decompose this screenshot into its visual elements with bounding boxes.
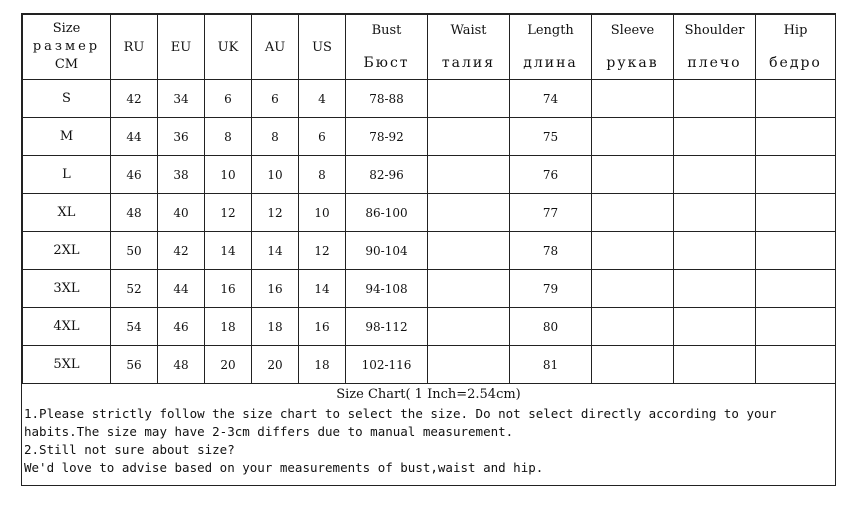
header-sleeve	[592, 15, 674, 80]
header-us: US	[299, 15, 346, 80]
cell-au: 10	[252, 156, 299, 194]
note-line-1: 1.Please strictly follow the size chart to select the size. Do not select directly according to your	[24, 406, 777, 421]
cell-bust: 98-112	[346, 308, 428, 346]
cell-us: 10	[299, 194, 346, 232]
cell-uk: 18	[205, 308, 252, 346]
cell-us: 16	[299, 308, 346, 346]
cell-ru: 56	[111, 346, 158, 384]
cell-ru: 44	[111, 118, 158, 156]
cell-bust: 86-100	[346, 194, 428, 232]
size-notes	[22, 377, 835, 486]
header-uk: UK	[205, 15, 252, 80]
cell-shoulder	[674, 118, 756, 156]
cell-size: 5XL	[23, 346, 111, 384]
cell-us: 8	[299, 156, 346, 194]
cell-sleeve	[592, 308, 674, 346]
cell-eu: 38	[158, 156, 205, 194]
cell-length: 79	[510, 270, 592, 308]
cell-sleeve	[592, 118, 674, 156]
cell-waist	[428, 118, 510, 156]
header-size	[23, 15, 111, 80]
cell-waist	[428, 194, 510, 232]
cell-au: 20	[252, 346, 299, 384]
cell-bust: 82-96	[346, 156, 428, 194]
cell-bust: 102-116	[346, 346, 428, 384]
note-line-2: habits.The size may have 2-3cm differs due to manual measurement.	[24, 424, 514, 439]
cell-au: 16	[252, 270, 299, 308]
cell-uk: 6	[205, 80, 252, 118]
header-row	[23, 15, 836, 80]
cell-ru: 50	[111, 232, 158, 270]
cell-waist	[428, 80, 510, 118]
header-waist	[428, 15, 510, 80]
cell-us: 6	[299, 118, 346, 156]
cell-us: 14	[299, 270, 346, 308]
cell-hip	[756, 308, 836, 346]
cell-eu: 48	[158, 346, 205, 384]
cell-ru: 54	[111, 308, 158, 346]
length-en: Length	[527, 23, 574, 38]
cell-uk: 20	[205, 346, 252, 384]
cell-shoulder	[674, 308, 756, 346]
cell-sleeve	[592, 156, 674, 194]
size-unit: CM	[54, 57, 79, 72]
cell-waist	[428, 156, 510, 194]
header-eu: EU	[158, 15, 205, 80]
cell-waist	[428, 232, 510, 270]
cell-size: L	[23, 156, 111, 194]
cell-waist	[428, 308, 510, 346]
cell-size: M	[23, 118, 111, 156]
header-ru: RU	[111, 15, 158, 80]
cell-bust: 78-88	[346, 80, 428, 118]
cell-size: 3XL	[23, 270, 111, 308]
cell-ru: 46	[111, 156, 158, 194]
bust-ru: Бюст	[363, 55, 410, 71]
cell-bust: 94-108	[346, 270, 428, 308]
table-row	[23, 194, 836, 232]
cell-sleeve	[592, 194, 674, 232]
hip-en: Hip	[783, 23, 808, 38]
sleeve-en: Sleeve	[610, 23, 655, 38]
table-row	[23, 80, 836, 118]
cell-eu: 34	[158, 80, 205, 118]
size-label: Size	[52, 21, 81, 36]
cell-length: 78	[510, 232, 592, 270]
cell-eu: 44	[158, 270, 205, 308]
cell-uk: 16	[205, 270, 252, 308]
cell-length: 77	[510, 194, 592, 232]
cell-ru: 52	[111, 270, 158, 308]
shoulder-ru: плечо	[687, 55, 742, 71]
cell-shoulder	[674, 270, 756, 308]
size-chart	[21, 13, 836, 486]
cell-length: 81	[510, 346, 592, 384]
cell-bust: 90-104	[346, 232, 428, 270]
header-length	[510, 15, 592, 80]
table-row	[23, 308, 836, 346]
length-ru: длина	[523, 55, 578, 71]
size-label-ru: размер	[32, 39, 101, 54]
cell-waist	[428, 270, 510, 308]
cell-size: 2XL	[23, 232, 111, 270]
cell-shoulder	[674, 156, 756, 194]
cell-au: 8	[252, 118, 299, 156]
size-table	[22, 14, 836, 384]
cell-shoulder	[674, 80, 756, 118]
cell-eu: 40	[158, 194, 205, 232]
table-row	[23, 118, 836, 156]
cell-hip	[756, 156, 836, 194]
cell-au: 14	[252, 232, 299, 270]
bust-en: Bust	[371, 23, 402, 38]
waist-ru: талия	[441, 55, 496, 71]
cell-size: S	[23, 80, 111, 118]
cell-length: 74	[510, 80, 592, 118]
cell-us: 18	[299, 346, 346, 384]
table-row	[23, 156, 836, 194]
cell-length: 75	[510, 118, 592, 156]
waist-en: Waist	[450, 23, 487, 38]
cell-shoulder	[674, 232, 756, 270]
cell-us: 12	[299, 232, 346, 270]
cell-sleeve	[592, 232, 674, 270]
cell-us: 4	[299, 80, 346, 118]
cell-uk: 8	[205, 118, 252, 156]
cell-uk: 10	[205, 156, 252, 194]
cell-size: 4XL	[23, 308, 111, 346]
chart-title: Size Chart( 1 Inch=2.54cm)	[336, 387, 521, 402]
header-au: AU	[252, 15, 299, 80]
cell-hip	[756, 80, 836, 118]
cell-uk: 12	[205, 194, 252, 232]
cell-au: 18	[252, 308, 299, 346]
cell-ru: 48	[111, 194, 158, 232]
cell-hip	[756, 118, 836, 156]
cell-au: 6	[252, 80, 299, 118]
note-line-3: 2.Still not sure about size?	[24, 442, 235, 457]
cell-sleeve	[592, 270, 674, 308]
cell-eu: 36	[158, 118, 205, 156]
cell-eu: 42	[158, 232, 205, 270]
cell-length: 80	[510, 308, 592, 346]
table-row	[23, 270, 836, 308]
cell-bust: 78-92	[346, 118, 428, 156]
header-shoulder	[674, 15, 756, 80]
cell-ru: 42	[111, 80, 158, 118]
cell-length: 76	[510, 156, 592, 194]
header-hip	[756, 15, 836, 80]
sleeve-ru: рукав	[606, 55, 659, 71]
cell-hip	[756, 232, 836, 270]
header-bust	[346, 15, 428, 80]
cell-sleeve	[592, 80, 674, 118]
table-row	[23, 232, 836, 270]
cell-hip	[756, 270, 836, 308]
cell-size: XL	[23, 194, 111, 232]
cell-au: 12	[252, 194, 299, 232]
cell-uk: 14	[205, 232, 252, 270]
note-line-4: We'd love to advise based on your measurements of bust,waist and hip.	[24, 460, 544, 475]
cell-shoulder	[674, 194, 756, 232]
cell-hip	[756, 194, 836, 232]
cell-eu: 46	[158, 308, 205, 346]
shoulder-en: Shoulder	[684, 23, 745, 38]
hip-ru: бедро	[769, 55, 822, 71]
